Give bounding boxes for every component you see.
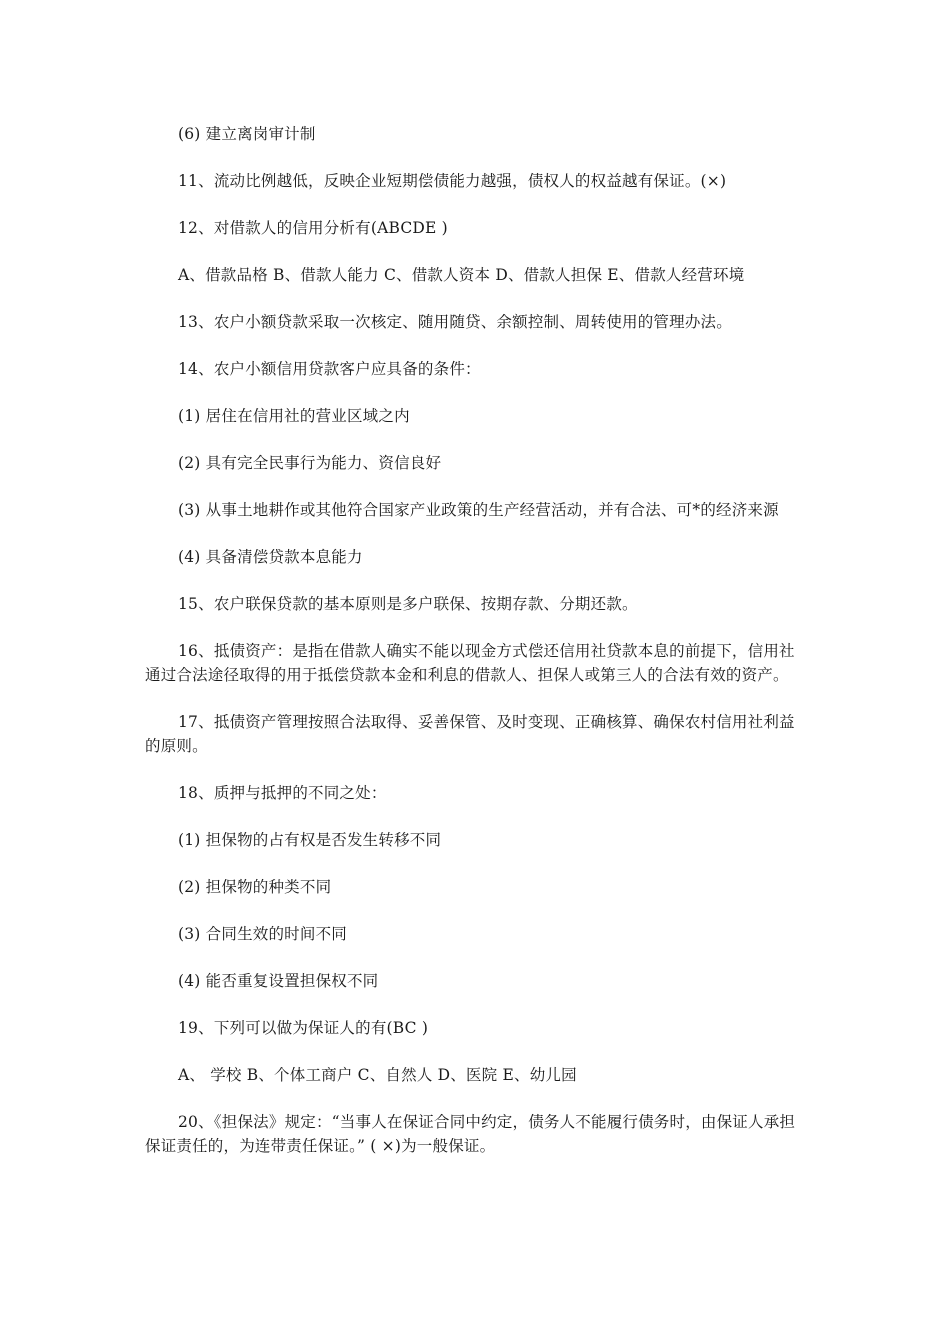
question-18-item-4: (4) 能否重复设置担保权不同 [178,972,379,990]
question-14-item-1: (1) 居住在信用社的营业区域之内 [178,407,410,425]
question-19: 19、下列可以做为保证人的有(BC ) [178,1019,429,1037]
paragraph-item-6: (6) 建立离岗审计制 [178,125,316,143]
question-14-item-4: (4) 具备清偿贷款本息能力 [178,548,363,566]
question-14-item-2: (2) 具有完全民事行为能力、资信良好 [178,454,442,472]
question-20: 20、《担保法》规定：“当事人在保证合同中约定，债务人不能履行债务时，由保证人承担保证责任的，为连带责任保证。” ( ×)为一般保证。 [145,1113,796,1155]
question-18-item-2: (2) 担保物的种类不同 [178,878,332,896]
question-14-item-3: (3) 从事土地耕作或其他符合国家产业政策的生产经营活动，并有合法、可*的经济来源 [178,501,779,519]
question-16: 16、抵债资产：是指在借款人确实不能以现金方式偿还信用社贷款本息的前提下，信用社通过合法途径取得的用于抵偿贷款本金和利息的借款人、担保人或第三人的合法有效的资产。 [145,642,795,684]
question-11: 11、流动比例越低，反映企业短期偿债能力越强，债权人的权益越有保证。(×) [178,172,727,190]
question-18: 18、质押与抵押的不同之处： [178,784,387,802]
document-body [145,122,807,1158]
question-14: 14、农户小额信用贷款客户应具备的条件： [178,360,481,378]
question-18-item-3: (3) 合同生效的时间不同 [178,925,347,943]
question-13: 13、农户小额贷款采取一次核定、随用随贷、余额控制、周转使用的管理办法。 [178,313,732,331]
question-19-options: A、 学校 B、个体工商户 C、自然人 D、医院 E、幼儿园 [178,1066,577,1084]
question-12: 12、对借款人的信用分析有(ABCDE ) [178,219,448,237]
question-18-item-1: (1) 担保物的占有权是否发生转移不同 [178,831,442,849]
question-15: 15、农户联保贷款的基本原则是多户联保、按期存款、分期还款。 [178,595,638,613]
question-12-options: A、借款品格 B、借款人能力 C、借款人资本 D、借款人担保 E、借款人经营环境 [178,266,745,284]
question-17: 17、抵债资产管理按照合法取得、妥善保管、及时变现、正确核算、确保农村信用社利益的原则。 [145,713,795,755]
